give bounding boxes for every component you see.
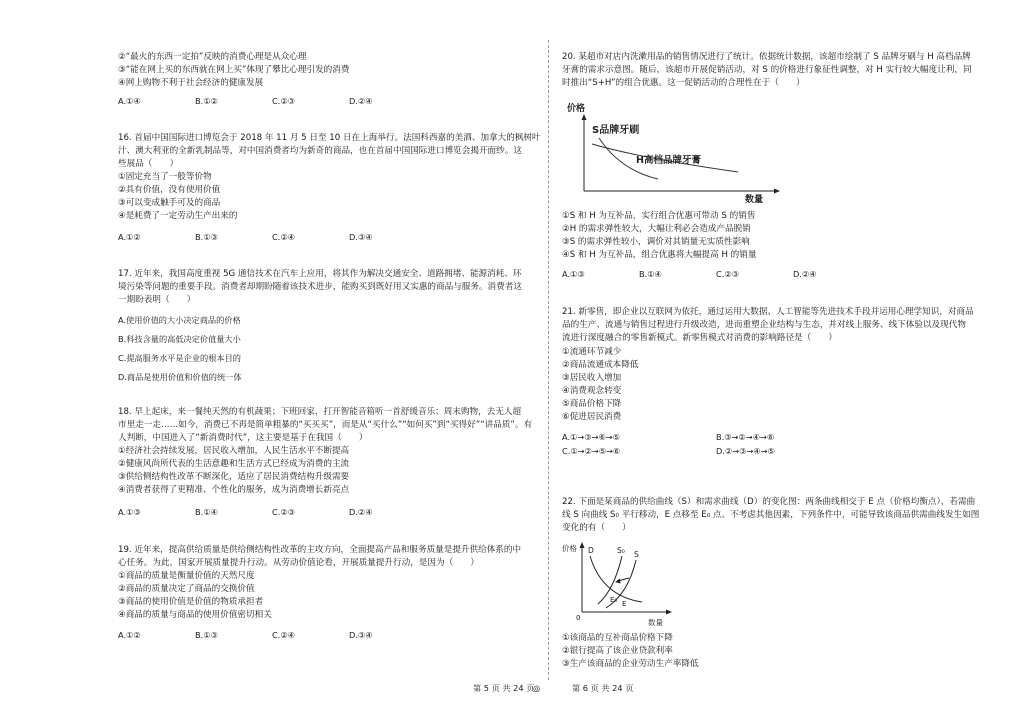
q20-stem-line-2: 牙膏的需求示意图。随后，该超市开展促销活动，对 S 的价格进行象征性调整，对 H 实行较大幅度让利，同: [562, 65, 972, 75]
q21-item-3: ③居民收入增加: [562, 373, 622, 383]
q22-x-axis-label: 数量: [648, 618, 663, 627]
page-6-footer: 第 6 页 共 24 页: [572, 683, 634, 693]
q20-item-3: ③S 的需求弹性较小，调价对其销量无实质性影响: [562, 237, 750, 247]
q17-option-b[interactable]: B.科技含量的高低决定价值量大小: [118, 334, 241, 344]
q18-item-3: ③供给侧结构性改革不断深化，适应了居民消费结构升级需要: [118, 472, 350, 482]
q21-item-4: ④消费观念转变: [562, 386, 622, 396]
q22-stem-line-3: 变化的有（ ）: [562, 523, 631, 533]
q19-item-3: ③商品的使用价值是价值的物质承担者: [118, 597, 264, 607]
q21-item-5: ⑤商品价格下降: [562, 399, 622, 409]
q21-stem-line-3: 流进行深度融合的零售新模式。新零售模式对消费的影响路径是（ ）: [562, 333, 838, 343]
q20-curve-h-label: H高档品牌牙膏: [636, 155, 701, 166]
q16-item-2: ②具有价值，没有使用价值: [118, 185, 221, 195]
q20-demand-graph: [562, 100, 802, 204]
q17-option-a[interactable]: A.使用价值的大小决定商品的价格: [118, 315, 241, 325]
q20-x-axis-label: 数量: [745, 195, 764, 204]
q15-option-a[interactable]: A.①④: [118, 96, 141, 106]
q22-e0-label: E₀: [610, 596, 618, 604]
q19-stem-line-2: 心任务。为此，国家开展质量提升行动。从劳动价值论看，开展质量提升行动，是因为（ ）: [118, 558, 479, 568]
q20-option-c[interactable]: C.②③: [716, 269, 739, 279]
q22-item-1: ①该商品的互补商品价格下降: [562, 633, 673, 643]
q16-item-1: ①固定充当了一般等价物: [118, 172, 212, 182]
q15-option-b[interactable]: B.①②: [195, 96, 218, 106]
q22-origin-label: 0: [576, 614, 581, 622]
q20-curve-s-label: S品牌牙刷: [592, 125, 640, 136]
q16-stem-line-2: 汁、澳大利亚的全新乳制品等，对中国消费者均为新奇的商品，也在首届中国国际进口博览会揭开面纱。这: [118, 146, 522, 156]
q22-stem-line-1: 22. 下面是某商品的供给曲线（S）和需求曲线（D）的变化图：两条曲线相交于 E 点（价格均衡点），若需曲: [562, 497, 976, 507]
q21-item-1: ①流通环节减少: [562, 347, 622, 357]
q18-stem-line-3: 人判断，中国进入了“新消费时代”，这主要是基于在我国（ ）: [118, 433, 368, 443]
q20-option-b[interactable]: B.①④: [639, 269, 662, 279]
q22-shift-arrow-head: [615, 579, 621, 584]
page-6: [512, 0, 1024, 724]
q19-option-c[interactable]: C.②④: [272, 630, 295, 640]
q21-item-2: ②商品流通成本降低: [562, 360, 639, 370]
q22-stem-line-2: 线 S 向曲线 S₀ 平行移动，E 点移至 E₀ 点。不考虑其他因素，下列条件中，可能导致该商品供需曲线发生如图: [562, 510, 980, 520]
q21-item-6: ⑥促进居民消费: [562, 412, 622, 422]
q19-option-d[interactable]: D.③④: [349, 630, 373, 640]
q20-y-axis-label: 价格: [567, 104, 586, 114]
q21-option-d[interactable]: D.②→③→④→⑤: [716, 446, 775, 456]
q20-item-4: ④S 和 H 为互补品，组合优惠将大幅提高 H 的销量: [562, 250, 757, 260]
q18-item-4: ④消费者获得了更精准、个性化的服务，成为消费增长新亮点: [118, 485, 350, 495]
q22-s0-label: S₀: [617, 546, 625, 555]
q18-item-1: ①经济社会持续发展，居民收入增加，人民生活水平不断提高: [118, 446, 350, 456]
q22-item-2: ②银行提高了该企业贷款利率: [562, 646, 673, 656]
q17-stem-line-3: 一期盼表明（ ）: [118, 295, 196, 305]
q15-option-c[interactable]: C.②③: [272, 96, 295, 106]
q17-option-d[interactable]: D.商品是使用价值和价值的统一体: [118, 372, 242, 382]
q18-option-a[interactable]: A.①③: [118, 507, 141, 517]
q20-stem-line-1: 20. 某超市对店内洗漱用品的销售情况进行了统计。依据统计数据，该超市绘制了 S 品牌牙刷与 H 高档品牌: [562, 52, 971, 62]
q20-item-1: ①S 和 H 为互补品，实行组合优惠可带动 S 的销售: [562, 211, 756, 221]
q16-option-c[interactable]: C.②④: [272, 232, 295, 242]
q19-stem-line-1: 19. 近年来，提高供给质量是供给侧结构性改革的主攻方向，全面提高产品和服务质量是提升供给体系的中: [118, 545, 522, 555]
q18-option-b[interactable]: B.①④: [195, 507, 218, 517]
q20-option-a[interactable]: A.①③: [562, 269, 585, 279]
q15-item-2: ②“最火的东西一定拍”反映的消费心理是从众心理: [118, 52, 307, 62]
q21-stem-line-2: 品的生产、流通与销售过程进行升级改造，进而重塑企业结构与生态，并对线上服务、线下体验以及现代物: [562, 320, 966, 330]
q22-d-label: D: [588, 546, 594, 555]
q22-supply-demand-graph: [562, 538, 682, 628]
q16-item-4: ④是耗费了一定劳动生产出来的: [118, 211, 238, 221]
q15-option-d[interactable]: D.②④: [349, 96, 373, 106]
q21-stem-line-1: 21. 新零售，即企业以互联网为依托，通过运用大数据、人工智能等先进技术手段并运用心理学知识，对商品: [562, 307, 974, 317]
q19-item-1: ①商品的质量是衡量价值的天然尺度: [118, 571, 255, 581]
q18-item-2: ②健康风尚所代表的生活意趣和生活方式已经成为消费的主流: [118, 459, 350, 469]
q16-stem-line-3: 些展品（ ）: [118, 159, 179, 169]
q20-option-d[interactable]: D.②④: [793, 269, 817, 279]
q21-option-b[interactable]: B.③→②→④→⑥: [716, 432, 775, 442]
q20-item-2: ②H 的需求弹性较大，大幅让利必会造成产品脱销: [562, 224, 751, 234]
q22-y-axis-label: 价格: [562, 544, 577, 553]
q22-item-3: ③生产该商品的企业劳动生产率降低: [562, 659, 699, 669]
q19-item-4: ④商品的质量与商品的使用价值密切相关: [118, 610, 272, 620]
q15-item-4: ④网上购物不利于社会经济的健康发展: [118, 78, 264, 88]
q19-item-2: ②商品的质量决定了商品的交换价值: [118, 584, 255, 594]
q19-option-a[interactable]: A.①②: [118, 630, 141, 640]
q16-stem-line-1: 16. 首届中国国际进口博览会于 2018 年 11 月 5 日至 10 日在上海举行。法国科西嘉的美酒、加拿大的枫树叶: [118, 133, 541, 143]
q16-option-b[interactable]: B.①③: [195, 232, 218, 242]
q19-option-b[interactable]: B.①③: [195, 630, 218, 640]
q16-option-d[interactable]: D.③④: [349, 232, 373, 242]
q18-option-c[interactable]: C.②③: [272, 507, 295, 517]
q15-item-3: ③“能在网上买的东西就在网上买”体现了攀比心理引发的消费: [118, 65, 350, 75]
q16-option-a[interactable]: A.①②: [118, 232, 141, 242]
q20-stem-line-3: 时推出“S+H”的组合优惠。这一促销活动的合理性在于（ ）: [562, 78, 805, 88]
q18-option-d[interactable]: D.②④: [349, 507, 373, 517]
footer-mark: ◎: [533, 683, 541, 693]
q18-stem-line-2: 市里走一走……如今，消费已不再是简单粗暴的“买买买”，而是从“买什么”“如何买”到“买得好”“讲品质”。有: [118, 420, 533, 430]
q21-option-c[interactable]: C.①→②→⑤→⑥: [562, 446, 621, 456]
q17-stem-line-1: 17. 近年来，我国高度重视 5G 通信技术在汽车上应用，将其作为解决交通安全、道路拥堵、能源消耗、环: [118, 269, 522, 279]
q18-stem-line-1: 18. 早上起床，来一餐纯天然的有机蔬果；下班回家，打开智能音箱听一首舒缓音乐；周末购物，去无人超: [118, 407, 522, 417]
page-5-footer: 第 5 页 共 24 页: [473, 683, 535, 693]
q17-stem-line-2: 境污染等问题的重要手段。消费者却期盼随着该技术进步，能购买到既好用又实惠的商品与服务。消费者这: [118, 282, 522, 292]
q21-option-a[interactable]: A.①→③→⑥→⑤: [562, 432, 620, 442]
q22-e-label: E: [622, 600, 627, 608]
q22-s-label: S: [634, 550, 639, 559]
q17-option-c[interactable]: C.提高服务水平是企业的根本目的: [118, 353, 241, 363]
q16-item-3: ③可以变成触手可及的商品: [118, 198, 221, 208]
